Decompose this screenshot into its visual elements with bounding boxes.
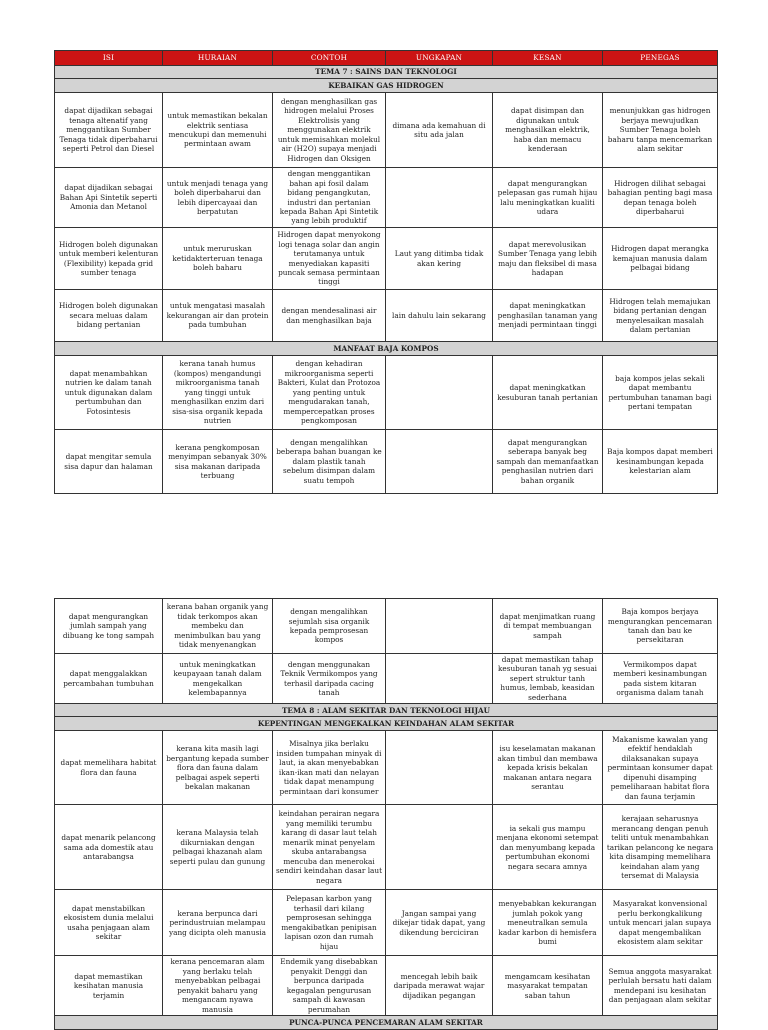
- isi-cell: dapat menambahkan nutrien ke dalam tanah untuk digunakan dalam pertumbuhan dan Fotosintesis: [55, 356, 163, 430]
- table-row: [55, 956, 718, 1016]
- ungkapan-cell: [386, 654, 493, 704]
- subheading-title: MANFAAT BAJA KOMPOS: [55, 342, 718, 356]
- huraian-cell: kerana Malaysia telah dikurniakan dengan pelbagai khazanah alam seperti pulau dan gunung: [163, 805, 273, 890]
- contoh-cell: Pelepasan karbon yang terhasil dari kilang pemprosesan sehingga mengakibatkan penipisan lapisan ozon dan rumah hijau: [273, 890, 386, 956]
- table-row: [55, 890, 718, 956]
- table-row: [55, 805, 718, 890]
- theme-title: TEMA 8 : ALAM SEKITAR DAN TEKNOLOGI HIJAU: [55, 704, 718, 717]
- kesan-cell: isu keselamatan makanan akan timbul dan membawa kepada krisis bekalan makanan antara negara serantau: [493, 731, 603, 805]
- contoh-cell: Hidrogen dapat menyokong logi tenaga solar dan angin terutamanya untuk menyediakan kapasiti puncak semasa permintaan tinggi: [273, 228, 386, 290]
- subheading-row: [55, 79, 718, 93]
- penegas-cell: Baja kompos dapat memberi kesinambungan kepada kelestarian alam: [603, 430, 718, 494]
- ungkapan-cell: [386, 599, 493, 654]
- penegas-cell: Semua anggota masyarakat perlulah bersatu hati dalam mendepani isu kesihatan dan penjagaan alam sekitar: [603, 956, 718, 1016]
- isi-cell: dapat mengitar semula sisa dapur dan halaman: [55, 430, 163, 494]
- penegas-cell: Hidrogen dapat merangka kemajuan manusia dalam pelbagai bidang: [603, 228, 718, 290]
- isi-cell: Hidrogen boleh digunakan untuk memberi kelenturan (Flexibility) kepada grid sumber tenaga: [55, 228, 163, 290]
- contoh-cell: dengan kehadiran mikroorganisma seperti Bakteri, Kulat dan Protozoa yang penting untuk mengudarakan tanah, mempercepatkan proses pengkomposan: [273, 356, 386, 430]
- subheading-title: KEPENTINGAN MENGEKALKAN KEINDAHAN ALAM SEKITAR: [55, 717, 718, 731]
- header-contoh: CONTOH: [273, 51, 386, 66]
- ungkapan-cell: Laut yang ditimba tidak akan kering: [386, 228, 493, 290]
- huraian-cell: untuk mengatasi masalah kekurangan air dan protein pada tumbuhan: [163, 290, 273, 342]
- ungkapan-cell: [386, 430, 493, 494]
- kesan-cell: mengamcam kesihatan masyarakat tempatan saban tahun: [493, 956, 603, 1016]
- contoh-cell: dengan mengalihkan beberapa bahan buangan ke dalam plastik tanah sebelum disimpan dalam suatu tempoh: [273, 430, 386, 494]
- header-penegas: PENEGAS: [603, 51, 718, 66]
- penegas-cell: menunjukkan gas hidrogen berjaya mewujudkan Sumber Tenaga boleh baharu tanpa mencemarkan alam sekitar: [603, 93, 718, 168]
- header-row: [55, 51, 718, 66]
- table-row: [55, 228, 718, 290]
- subheading-row: [55, 1016, 718, 1030]
- isi-cell: Hidrogen boleh digunakan secara meluas dalam bidang pertanian: [55, 290, 163, 342]
- subheading-title: KEBAIKAN GAS HIDROGEN: [55, 79, 718, 93]
- theme-title: TEMA 7 : SAINS DAN TEKNOLOGI: [55, 66, 718, 79]
- kesan-cell: dapat merevolusikan Sumber Tenaga yang lebih maju dan fleksibel di masa hadapan: [493, 228, 603, 290]
- table-row: [55, 290, 718, 342]
- contoh-cell: dengan menggantikan bahan api fosil dalam bidang pengangkutan, industri dan pertanian kepada Bahan Api Sintetik yang lebih produktif: [273, 168, 386, 228]
- table-row: [55, 356, 718, 430]
- kesan-cell: ia sekali gus mampu menjana ekonomi setempat dan menyumbang kepada pertumbuhan ekonomi negara secara amnya: [493, 805, 603, 890]
- ungkapan-cell: [386, 168, 493, 228]
- table-row: [55, 599, 718, 654]
- penegas-cell: Makanisme kawalan yang efektif hendaklah dilaksanakan supaya permintaan konsumer dapat dipenuhi disamping pemeliharaan habitat flora dan fauna terjamin: [603, 731, 718, 805]
- contoh-cell: Endemik yang disebabkan penyakit Denggi dan berpunca daripada kegagalan pengurusan sampah di kawasan perumahan: [273, 956, 386, 1016]
- ungkapan-cell: lain dahulu lain sekarang: [386, 290, 493, 342]
- huraian-cell: untuk menjadi tenaga yang boleh diperbaharui dan lebih dipercayaai dan berpatutan: [163, 168, 273, 228]
- notes-table-part-2: [54, 598, 718, 1030]
- table-row: [55, 430, 718, 494]
- kesan-cell: menyebabkan kekurangan jumlah pokok yang meneutralkan semula kadar karbon di hemisfera bumi: [493, 890, 603, 956]
- huraian-cell: kerana bahan organik yang tidak terkompos akan membeku dan menimbulkan bau yang tidak menyenangkan: [163, 599, 273, 654]
- huraian-cell: untuk meningkatkan keupayaan tanah dalam mengekalkan kelembapannya: [163, 654, 273, 704]
- ungkapan-cell: [386, 731, 493, 805]
- huraian-cell: kerana pencemaran alam yang berlaku telah menyebabkan pelbagai penyakit baharu yang mengancam nyawa manusia: [163, 956, 273, 1016]
- huraian-cell: kerana berpunca dari perindustruian melampau yang dicipta oleh manusia: [163, 890, 273, 956]
- penegas-cell: kerajaan seharusnya merancang dengan penuh teliti untuk menambahkan tarikan pelancong ke negara kita disamping memelihara keindahan alam yang tersemat di Malaysia: [603, 805, 718, 890]
- contoh-cell: dengan mengalihkan sejumlah sisa organik kepada pemprosesan kompos: [273, 599, 386, 654]
- header-ungkapan: UNGKAPAN: [386, 51, 493, 66]
- ungkapan-cell: [386, 805, 493, 890]
- ungkapan-cell: mencegah lebih baik daripada merawat wajar dijadikan pegangan: [386, 956, 493, 1016]
- penegas-cell: Hidrogen telah memajukan bidang pertanian dengan menyelesaikan masalah dalam pertanian: [603, 290, 718, 342]
- kesan-cell: dapat memastikan tahap kesuburan tanah yg sesuai sepert struktur tanh humus, lembab, keasidan sederhana: [493, 654, 603, 704]
- contoh-cell: dengan menghasilkan gas hidrogen melalui Proses Elektrolisis yang menggunakan elektrik untuk memisahkan molekul air (H2O) supaya menjadi Hidrogen dan Oksigen: [273, 93, 386, 168]
- header-isi: ISI: [55, 51, 163, 66]
- isi-cell: dapat menarik pelancong sama ada domestik atau antarabangsa: [55, 805, 163, 890]
- ungkapan-cell: Jangan sampai yang dikejar tidak dapat, yang dikendung berciciran: [386, 890, 493, 956]
- ungkapan-cell: [386, 356, 493, 430]
- penegas-cell: baja kompos jelas sekali dapat membantu pertumbuhan tanaman bagi pertani tempatan: [603, 356, 718, 430]
- isi-cell: dapat mengurangkan jumlah sampah yang dibuang ke tong sampah: [55, 599, 163, 654]
- kesan-cell: dapat mengurangkan pelepasan gas rumah hijau lalu meningkatkan kualiti udara: [493, 168, 603, 228]
- table-row: [55, 731, 718, 805]
- header-kesan: KESAN: [493, 51, 603, 66]
- kesan-cell: dapat meningkatkan kesuburan tanah pertanian: [493, 356, 603, 430]
- isi-cell: dapat dijadikan sebagai tenaga altenatif yang menggantikan Sumber Tenaga tidak diperbaharui seperti Petrol dan Diesel: [55, 93, 163, 168]
- huraian-cell: untuk memastikan bekalan elektrik sentiasa mencukupi dan memenuhi permintaan awam: [163, 93, 273, 168]
- penegas-cell: Baja kompos berjaya mengurangkan pencemaran tanah dan bau ke persekitaran: [603, 599, 718, 654]
- contoh-cell: dengan menggunakan Teknik Vermikompos yang terhasil daripada cacing tanah: [273, 654, 386, 704]
- table-row: [55, 168, 718, 228]
- kesan-cell: dapat mengurangkan seberapa banyak beg sampah dan memanfaatkan penghasilan nutrien dari bahan organik: [493, 430, 603, 494]
- subheading-title: PUNCA-PUNCA PENCEMARAN ALAM SEKITAR: [55, 1016, 718, 1030]
- theme-row: [55, 66, 718, 79]
- table-row: [55, 654, 718, 704]
- kesan-cell: dapat meningkatkan penghasilan tanaman yang menjadi permintaan tinggi: [493, 290, 603, 342]
- header-huraian: HURAIAN: [163, 51, 273, 66]
- isi-cell: dapat menggalakkan percambahan tumbuhan: [55, 654, 163, 704]
- isi-cell: dapat memelihara habitat flora dan fauna: [55, 731, 163, 805]
- penegas-cell: Masyarakat konvensional perlu berkongkalikung untuk mencari jalan supaya dapat mengembalikan ekosistem alam sekitar: [603, 890, 718, 956]
- table-row: [55, 93, 718, 168]
- contoh-cell: dengan mendesalinasi air dan menghasilkan baja: [273, 290, 386, 342]
- penegas-cell: Hidrogen dilihat sebagai bahagian penting bagi masa depan tenaga boleh diperbaharui: [603, 168, 718, 228]
- contoh-cell: Misalnya jika berlaku insiden tumpahan minyak di laut, ia akan menyebabkan ikan-ikan mati dan nelayan tidak dapat menampung permintaan dari konsumer: [273, 731, 386, 805]
- huraian-cell: untuk meruruskan ketidakterteruan tenaga boleh baharu: [163, 228, 273, 290]
- contoh-cell: keindahan perairan negara yang memiliki terumbu karang di dasar laut telah menarik minat penyelam skuba antarabangsa mencuba dan menerokai sendiri keindahan dasar laut negara: [273, 805, 386, 890]
- ungkapan-cell: dimana ada kemahuan di situ ada jalan: [386, 93, 493, 168]
- theme-row: [55, 704, 718, 717]
- penegas-cell: Vermikompos dapat memberi kesinambungan pada sistem kitaran organisma dalam tanah: [603, 654, 718, 704]
- subheading-row: [55, 342, 718, 356]
- kesan-cell: dapat disimpan dan digunakan untuk menghasilkan elektrik, haba dan memacu kenderaan: [493, 93, 603, 168]
- kesan-cell: dapat menjimatkan ruang di tempat membuangan sampah: [493, 599, 603, 654]
- huraian-cell: kerana pengkomposan menyimpan sebanyak 30% sisa makanan daripada terbuang: [163, 430, 273, 494]
- isi-cell: dapat dijadikan sebagai Bahan Api Sintetik seperti Amonia dan Metanol: [55, 168, 163, 228]
- subheading-row: [55, 717, 718, 731]
- isi-cell: dapat menstabilkan ekosistem dunia melalui usaha penjagaan alam sekitar: [55, 890, 163, 956]
- huraian-cell: kerana kita masih lagi bergantung kepada sumber flora dan fauna dalam pelbagai aspek seperti bekalan makanan: [163, 731, 273, 805]
- notes-table-part-1: [54, 50, 718, 494]
- isi-cell: dapat memastikan kesihatan manusia terjamin: [55, 956, 163, 1016]
- huraian-cell: kerana tanah humus (kompos) mengandungi mikroorganisma tanah yang tinggi untuk menghasilkan enzim dari sisa-sisa organik kepada nutrien: [163, 356, 273, 430]
